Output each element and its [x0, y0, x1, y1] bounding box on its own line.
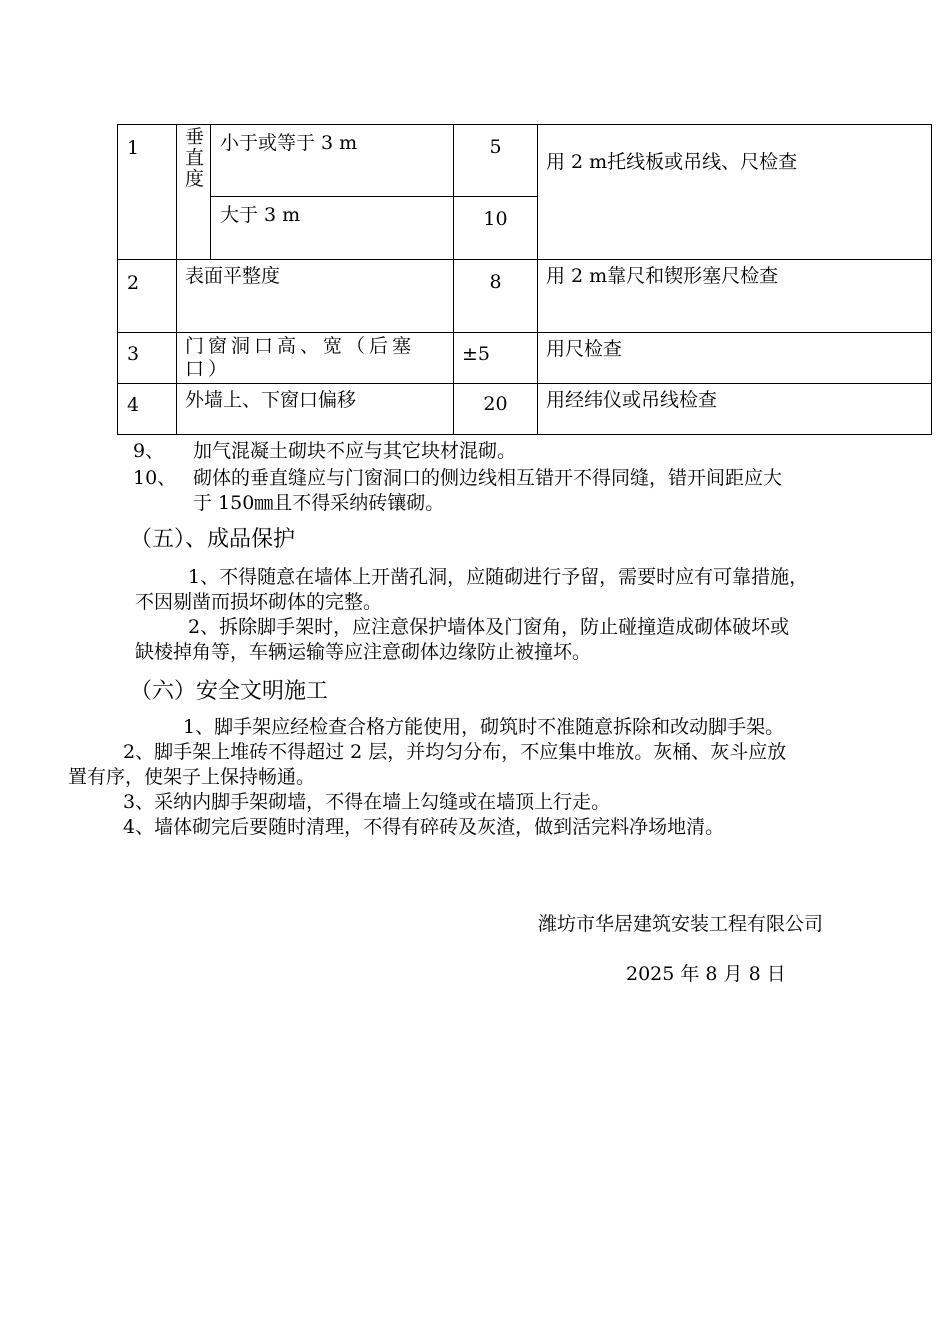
inspection-method: 用尺检查 — [538, 333, 932, 384]
paragraph-line: 4、墙体砌完后要随时清理，不得有碎砖及灰渣，做到活完料净场地清。 — [123, 816, 725, 838]
item-description: 外墙上、下窗口偏移 — [177, 384, 454, 435]
sub-item-label: 大于 3 m — [211, 197, 454, 260]
tolerance-value: ±5 — [454, 333, 538, 384]
paragraph-line: 2、拆除脚手架时，应注意保护墙体及门窗角，防止碰撞造成砌体破坏或 — [188, 616, 790, 638]
tolerance-value: 8 — [454, 260, 538, 333]
list-item-text: 加气混凝土砌块不应与其它块材混砌。 — [193, 440, 517, 462]
paragraph-line: 3、采纳内脚手架砌墙，不得在墙上勾缝或在墙顶上行走。 — [123, 791, 611, 813]
list-item-text: 于 150㎜且不得采纳砖镶砌。 — [193, 492, 445, 514]
tolerance-value: 10 — [454, 197, 538, 260]
item-description: 表面平整度 — [177, 260, 454, 333]
category-char: 直 — [185, 147, 205, 169]
inspection-method: 用 2 m靠尺和锲形塞尺检查 — [538, 260, 932, 333]
list-item-number: 10、 — [133, 467, 177, 489]
paragraph-line: 缺棱掉角等，车辆运输等应注意砌体边缘防止被撞坏。 — [135, 641, 592, 663]
paragraph-line: 2、脚手架上堆砖不得超过 2 层，并均匀分布，不应集中堆放。灰桶、灰斗应放 — [123, 741, 787, 763]
table-row — [118, 333, 932, 384]
document-date: 2025 年 8 月 8 日 — [626, 963, 786, 985]
list-item-number: 9、 — [133, 440, 165, 462]
row-number: 4 — [118, 384, 177, 435]
paragraph-line: 1、脚手架应经检查合格方能使用，砌筑时不准随意拆除和改动脚手架。 — [183, 716, 785, 738]
tolerance-value: 20 — [454, 384, 538, 435]
tolerance-value: 5 — [454, 125, 538, 197]
inspection-table — [117, 124, 932, 435]
table-row — [118, 384, 932, 435]
category-char: 垂 — [185, 126, 205, 148]
paragraph-line: 置有序，使架子上保持畅通。 — [68, 766, 316, 788]
category-char: 度 — [185, 168, 205, 190]
row-number: 3 — [118, 333, 177, 384]
sub-item-label: 小于或等于 3 m — [211, 125, 454, 197]
paragraph-line: 1、不得随意在墙体上开凿孔洞，应随砌进行予留，需要时应有可靠措施， — [188, 566, 809, 588]
inspection-method: 用经纬仪或吊线检查 — [538, 384, 932, 435]
section-heading: （六）安全文明施工 — [130, 679, 329, 704]
table-row — [118, 260, 932, 333]
vertical-category-label — [177, 125, 211, 260]
item-description: 门窗洞口高、宽（后塞口） — [177, 333, 454, 384]
section-heading: （五）、成品保护 — [130, 527, 296, 552]
row-number: 1 — [118, 125, 177, 260]
row-number: 2 — [118, 260, 177, 333]
list-item-text: 砌体的垂直缝应与门窗洞口的侧边线相互错开不得同缝，错开间距应大 — [193, 467, 783, 489]
table-row — [118, 125, 932, 197]
inspection-method: 用 2 m托线板或吊线、尺检查 — [538, 125, 932, 260]
company-signature: 潍坊市华居建筑安装工程有限公司 — [538, 913, 824, 935]
paragraph-line: 不因剔凿而损坏砌体的完整。 — [135, 591, 383, 613]
